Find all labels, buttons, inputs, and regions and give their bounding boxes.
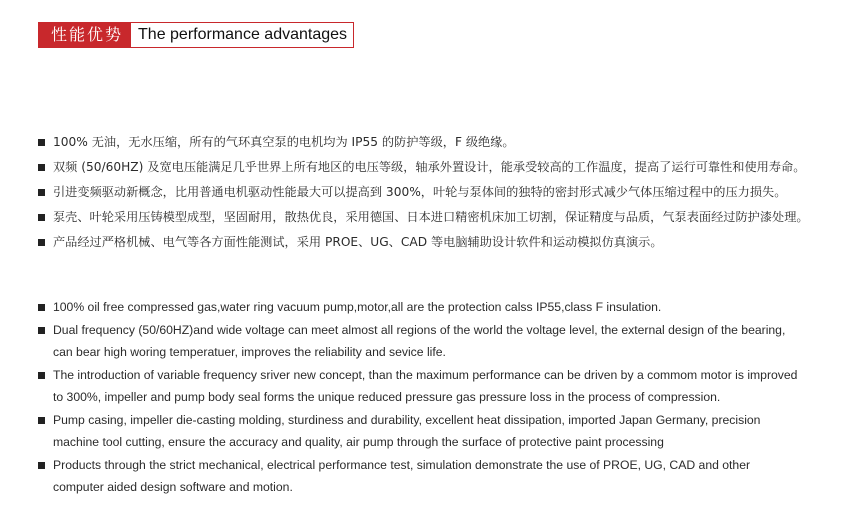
square-bullet-icon — [38, 327, 45, 334]
list-item — [36, 319, 826, 364]
square-bullet-icon — [38, 164, 45, 171]
list-item — [36, 180, 826, 205]
list-item-text: The introduction of variable frequency sriver new concept, than the maximum performance can be driven by a commom motor is improved — [53, 367, 798, 382]
square-bullet-icon — [38, 304, 45, 311]
list-item-text: 产品经过严格机械、电气等各方面性能测试，采用 PROE、UG、CAD 等电脑辅助设计软件和运动模拟仿真演示。 — [53, 235, 663, 249]
header-title-cn: 性能优势 — [39, 23, 131, 47]
square-bullet-icon — [38, 139, 45, 146]
list-item — [36, 155, 826, 180]
list-item-text: 100% oil free compressed gas,water ring vacuum pump,motor,all are the protection calss IP55,class F insulation. — [53, 300, 662, 314]
list-item-text: 泵壳、叶轮采用压铸模型成型，坚固耐用，散热优良，采用德国、日本进口精密机床加工切割，保证精度与品质，气泵表面经过防护漆处理。 — [53, 210, 809, 224]
section-header — [38, 22, 354, 48]
list-item-text: Dual frequency (50/60HZ)and wide voltage can meet almost all regions of the world the voltage level, the external design of the bearing, — [53, 322, 786, 337]
square-bullet-icon — [38, 189, 45, 196]
list-item-text-continued: computer aided design software and motion. — [53, 480, 293, 494]
feature-list-en — [36, 296, 826, 499]
list-item-text-continued: can bear high woring temperatuer, improves the reliability and sevice life. — [53, 345, 446, 359]
list-item-text: 双频 (50/60HZ) 及宽电压能满足几乎世界上所有地区的电压等级，轴承外置设计，能承受较高的工作温度，提高了运行可靠性和使用寿命。 — [53, 160, 806, 174]
list-item-text-continued: to 300%, impeller and pump body seal forms the unique reduced pressure gas pressure loss in the process of compression. — [53, 390, 721, 404]
square-bullet-icon — [38, 239, 45, 246]
square-bullet-icon — [38, 462, 45, 469]
list-item-text: 引进变频驱动新概念，比用普通电机驱动性能最大可以提高到 300%，叶轮与泵体间的独特的密封形式减少气体压缩过程中的压力损失。 — [53, 185, 787, 199]
list-item — [36, 409, 826, 454]
list-item — [36, 364, 826, 409]
list-item — [36, 205, 826, 230]
list-item — [36, 130, 826, 155]
list-item-text-continued: machine tool cutting, ensure the accuracy and quality, air pump through the surface of protective paint processing — [53, 435, 664, 449]
feature-list-cn — [36, 130, 826, 255]
list-item-text: Pump casing, impeller die-casting molding, sturdiness and durability, excellent heat dissipation, imported Japan Germany, precision — [53, 412, 761, 427]
header-title-en: The performance advantages — [131, 23, 353, 47]
square-bullet-icon — [38, 372, 45, 379]
square-bullet-icon — [38, 214, 45, 221]
square-bullet-icon — [38, 417, 45, 424]
list-item — [36, 230, 826, 255]
list-item — [36, 296, 826, 319]
list-item — [36, 454, 826, 499]
list-item-text: Products through the strict mechanical, electrical performance test, simulation demonstrate the use of PROE, UG, CAD and other — [53, 457, 751, 472]
list-item-text: 100% 无油，无水压缩，所有的气环真空泵的电机均为 IP55 的防护等级，F 级绝缘。 — [53, 135, 515, 149]
